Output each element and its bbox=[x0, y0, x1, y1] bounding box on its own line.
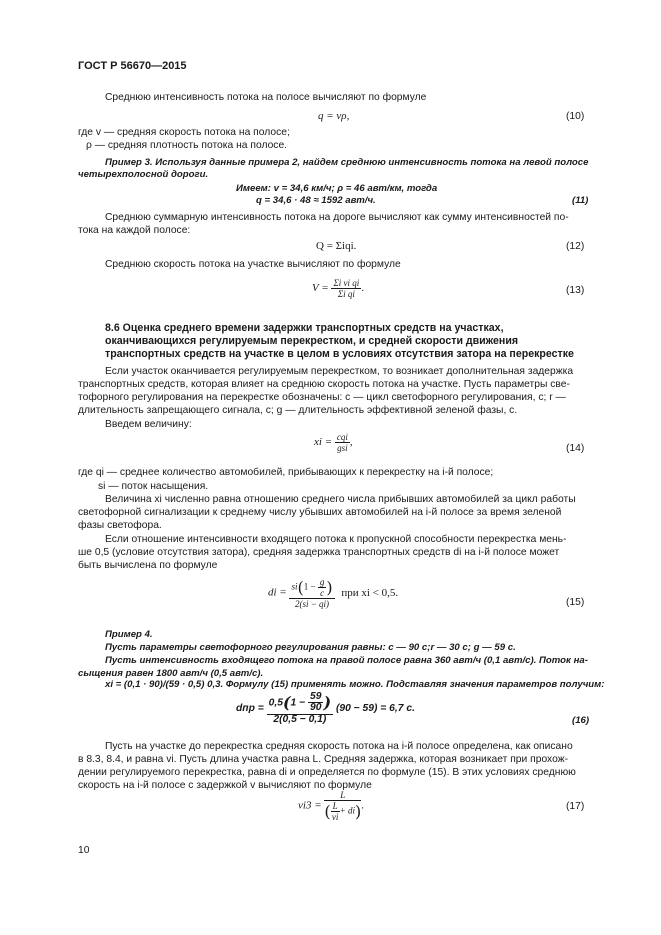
example-text: сыщения равен 1800 авт/ч (0,5 авт/с). bbox=[78, 668, 264, 679]
section-heading: транспортных средств на участке в целом в условиях отсутствия затора на перекрестке bbox=[105, 348, 574, 360]
paragraph: Если отношение интенсивности входящего потока к пропускной способности перекрестка мень- bbox=[105, 534, 567, 545]
example-text: Имеем: v = 34,6 км/ч; ρ = 46 авт/км, тогда bbox=[236, 183, 438, 194]
equation-number: (14) bbox=[566, 443, 585, 454]
paragraph: тофорного регулирования на перекрестке обозначены: c — цикл светофорного регулирования, с; r — bbox=[78, 392, 566, 403]
example-text: Пусть параметры светофорного регулирования равны: c — 90 c;r — 30 c; g — 59 c. bbox=[105, 642, 516, 653]
paragraph: длительность запрещающего сигнала, с; g — длительность эффективной зеленой фазы, с. bbox=[78, 405, 518, 416]
paragraph: Среднюю скорость потока на участке вычисляют по формуле bbox=[105, 259, 401, 270]
paragraph: быть вычислена по формуле bbox=[78, 560, 218, 571]
paragraph: Пусть на участке до перекрестка средняя скорость потока на i-й полосе определена, как описано bbox=[105, 741, 573, 752]
example-text: Пример 3. Используя данные примера 2, найдем среднюю интенсивность потока на левой полосе bbox=[105, 157, 589, 168]
equation-15: di = si(1 − $\frac{g}{c}$ ) 2(si − qi) при xi < 0,5. bbox=[268, 577, 399, 609]
paragraph: ше 0,5 (условие отсутствия затора), средняя задержка транспортных средств di на i-й полосе может bbox=[78, 547, 560, 558]
equation-number: (12) bbox=[566, 241, 585, 252]
paragraph: светофорной сигнализации к среднему числу убывших автомобилей на i-й полосе за время зеленой bbox=[78, 507, 562, 518]
paragraph: Среднюю интенсивность потока на полосе вычисляют по формуле bbox=[105, 92, 427, 103]
paragraph: фазы светофора. bbox=[78, 520, 162, 531]
section-heading: 8.6 Оценка среднего времени задержки транспортных средств на участках, bbox=[105, 322, 504, 334]
document-header: ГОСТ Р 56670—2015 bbox=[78, 60, 187, 72]
equation-number: (15) bbox=[566, 597, 585, 608]
section-heading: оканчивающихся регулируемым перекрестком, и средней скорости движения bbox=[105, 335, 519, 347]
paragraph: Если участок оканчивается регулируемым перекрестком, то возникает дополнительная задержка bbox=[105, 366, 574, 377]
example-text: q = 34,6 · 48 ≈ 1592 авт/ч. bbox=[256, 195, 376, 206]
equation-number: (13) bbox=[566, 285, 585, 296]
equation-10: q = vρ, bbox=[318, 110, 350, 122]
paragraph: ρ — средняя плотность потока на полосе. bbox=[86, 140, 288, 151]
equation-16: dпр = 0,5(1 − $\frac{59}{90}$ ) 2(0,5 − 0,1) (90 − 59) = 6,7 c. bbox=[236, 691, 415, 725]
example-text: xi = (0,1 · 90)/(59 · 0,5) 0,3. Формулу (15) применять можно. Подставляя значения параметров получим: bbox=[105, 679, 605, 690]
equation-12: Q = Σiqi. bbox=[316, 240, 357, 252]
equation-number: (16) bbox=[572, 715, 590, 726]
paragraph: транспортных средств, которая влияет на среднюю скорость потока на участке. Пусть параметры све- bbox=[78, 379, 570, 390]
page-number: 10 bbox=[78, 845, 90, 856]
equation-13: V = $\frac{\text{Σi vi qi}}{\text{Σi qi}}$ . bbox=[312, 278, 365, 299]
paragraph: Величина xi численно равна отношению среднего числа прибывших автомобилей за цикл работы bbox=[105, 494, 576, 505]
paragraph: si — поток насыщения. bbox=[98, 481, 209, 492]
paragraph: где qi — среднее количество автомобилей, прибывающих к перекрестку на i-й полосе; bbox=[78, 467, 494, 478]
example-text: Пример 4. bbox=[105, 629, 153, 640]
equation-14: xi = $\frac{\text{cqi}}{\text{gsi}}$ , bbox=[314, 432, 353, 453]
paragraph: тока на каждой полосе: bbox=[78, 225, 191, 236]
paragraph: Введем величину: bbox=[105, 419, 192, 430]
example-text: Пусть интенсивность входящего потока на правой полосе равна 360 авт/ч (0,1 авт/с). Поток на- bbox=[105, 655, 588, 666]
equation-number: (10) bbox=[566, 111, 585, 122]
paragraph: в 8.3, 8.4, и равна vi. Пусть длина участка равна L. Средняя задержка, которая возникает при прохож- bbox=[78, 754, 569, 765]
paragraph: скорость на i-й полосе с задержкой v вычисляют по формуле bbox=[78, 780, 372, 791]
equation-number: (17) bbox=[566, 801, 585, 812]
paragraph: дении регулируемого перекрестка, равна di и определяется по формуле (15). В этих условиях среднюю bbox=[78, 767, 576, 778]
example-text: четырехполосной дороги. bbox=[78, 169, 209, 180]
paragraph: где v — средняя скорость потока на полосе; bbox=[78, 127, 290, 138]
equation-number: (11) bbox=[572, 195, 589, 206]
equation-17: vi3 = L ( $\frac{L}{vi}$ + di) . bbox=[298, 790, 364, 822]
paragraph: Среднюю суммарную интенсивность потока на дороге вычисляют как сумму интенсивностей по- bbox=[105, 212, 569, 223]
